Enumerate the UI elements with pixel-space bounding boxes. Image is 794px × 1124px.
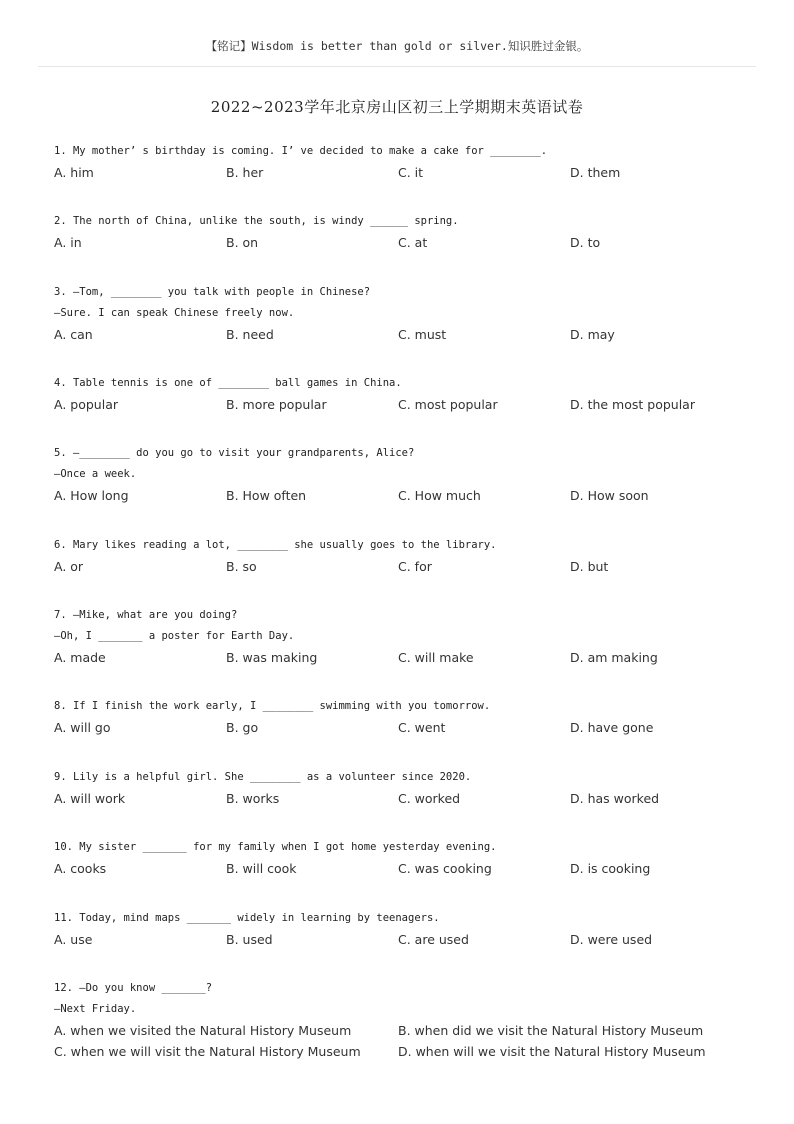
question-stem: 11. Today, mind maps _______ widely in learning by teenagers. bbox=[54, 912, 440, 924]
option-d: D. is cooking bbox=[570, 861, 651, 876]
option-b: B. will cook bbox=[226, 861, 297, 876]
option-d: D. may bbox=[570, 327, 615, 342]
question-stem: 5. —________ do you go to visit your grandparents, Alice? bbox=[54, 447, 415, 459]
option-d: D. the most popular bbox=[570, 397, 695, 412]
option-d: D. has worked bbox=[570, 791, 660, 806]
option-b: B. so bbox=[226, 559, 257, 574]
option-d: D. but bbox=[570, 559, 609, 574]
question-stem: 1. My mother’ s birthday is coming. I’ ve decided to make a cake for ________. bbox=[54, 145, 548, 157]
question-11 bbox=[54, 908, 754, 950]
option-c: C. for bbox=[398, 559, 432, 574]
question-3 bbox=[54, 282, 754, 345]
question-stem-reply: —Next Friday. bbox=[54, 1003, 137, 1015]
option-a: A. will go bbox=[54, 720, 111, 735]
option-b: B. on bbox=[226, 235, 259, 250]
question-stem-reply: —Oh, I _______ a poster for Earth Day. bbox=[54, 630, 295, 642]
question-stem: 10. My sister _______ for my family when I got home yesterday evening. bbox=[54, 841, 497, 853]
question-5 bbox=[54, 443, 754, 506]
question-10 bbox=[54, 837, 754, 879]
question-1 bbox=[54, 141, 754, 183]
question-stem: 12. —Do you know _______? bbox=[54, 982, 213, 994]
option-d: D. them bbox=[570, 165, 621, 180]
question-8 bbox=[54, 696, 754, 738]
option-c: C. went bbox=[398, 720, 446, 735]
question-stem: 9. Lily is a helpful girl. She ________ as a volunteer since 2020. bbox=[54, 771, 472, 783]
question-9 bbox=[54, 767, 754, 809]
option-a: A. cooks bbox=[54, 861, 107, 876]
option-a: A. use bbox=[54, 932, 93, 947]
question-12 bbox=[54, 978, 754, 1062]
option-c: C. was cooking bbox=[398, 861, 492, 876]
option-d: D. were used bbox=[570, 932, 653, 947]
option-b: B. when did we visit the Natural History Museum bbox=[398, 1023, 704, 1038]
page-title: 2022~2023学年北京房山区初三上学期期末英语试卷 bbox=[210, 98, 584, 116]
header-divider bbox=[38, 66, 756, 67]
option-c: C. at bbox=[398, 235, 428, 250]
option-c: C. most popular bbox=[398, 397, 498, 412]
option-a: A. when we visited the Natural History Museum bbox=[54, 1023, 352, 1038]
option-c: C. worked bbox=[398, 791, 461, 806]
option-d: D. to bbox=[570, 235, 601, 250]
option-b: B. used bbox=[226, 932, 273, 947]
option-d: D. have gone bbox=[570, 720, 654, 735]
option-a: A. popular bbox=[54, 397, 118, 412]
option-b: B. go bbox=[226, 720, 259, 735]
question-stem: 7. —Mike, what are you doing? bbox=[54, 609, 238, 621]
question-stem: 3. —Tom, ________ you talk with people in Chinese? bbox=[54, 286, 371, 298]
option-c: C. when we will visit the Natural History Museum bbox=[54, 1044, 361, 1059]
question-4 bbox=[54, 373, 754, 415]
option-b: B. her bbox=[226, 165, 264, 180]
option-a: A. in bbox=[54, 235, 82, 250]
question-stem: 4. Table tennis is one of ________ ball games in China. bbox=[54, 377, 402, 389]
option-b: B. more popular bbox=[226, 397, 327, 412]
option-c: C. are used bbox=[398, 932, 469, 947]
option-c: C. must bbox=[398, 327, 447, 342]
option-a: A. made bbox=[54, 650, 106, 665]
option-d: D. when will we visit the Natural History Museum bbox=[398, 1044, 706, 1059]
option-b: B. was making bbox=[226, 650, 318, 665]
option-b: B. need bbox=[226, 327, 274, 342]
option-a: A. will work bbox=[54, 791, 126, 806]
question-6 bbox=[54, 535, 754, 577]
option-d: D. am making bbox=[570, 650, 658, 665]
option-a: A. or bbox=[54, 559, 84, 574]
option-c: C. will make bbox=[398, 650, 474, 665]
question-stem-reply: —Sure. I can speak Chinese freely now. bbox=[54, 307, 295, 319]
header-motto: 【铭记】Wisdom is better than gold or silver.知识胜过金银。 bbox=[205, 39, 589, 53]
question-7 bbox=[54, 605, 754, 668]
option-a: A. How long bbox=[54, 488, 129, 503]
question-stem: 6. Mary likes reading a lot, ________ she usually goes to the library. bbox=[54, 539, 497, 551]
option-b: B. How often bbox=[226, 488, 307, 503]
option-d: D. How soon bbox=[570, 488, 649, 503]
option-b: B. works bbox=[226, 791, 280, 806]
option-c: C. How much bbox=[398, 488, 481, 503]
option-a: A. can bbox=[54, 327, 93, 342]
option-c: C. it bbox=[398, 165, 424, 180]
option-a: A. him bbox=[54, 165, 94, 180]
question-stem: 8. If I finish the work early, I ________ swimming with you tomorrow. bbox=[54, 700, 491, 712]
question-stem-reply: —Once a week. bbox=[54, 468, 137, 480]
question-2 bbox=[54, 211, 754, 253]
question-stem: 2. The north of China, unlike the south, is windy ______ spring. bbox=[54, 215, 459, 227]
